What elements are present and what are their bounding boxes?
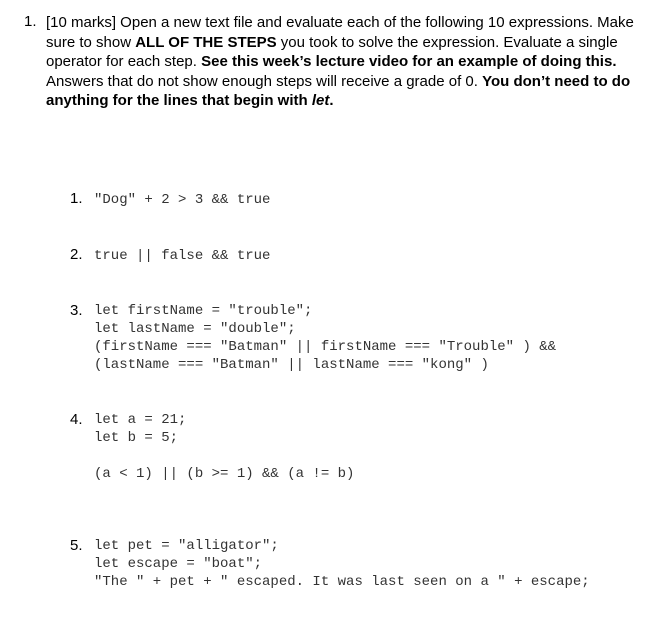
item-4-code-line-3: (a < 1) || (b >= 1) && (a != b) bbox=[94, 466, 355, 482]
instructions-bold-1: ALL OF THE STEPS bbox=[135, 33, 277, 51]
item-1-code-line-1: "Dog" + 2 > 3 && true bbox=[94, 192, 271, 208]
instructions-bold-3-text: You don’t need to do anything for the lines that begin with bbox=[46, 72, 631, 109]
item-3-code-line-4: (lastName === "Batman" || lastName === "kong" ) bbox=[94, 357, 489, 373]
instructions-bold-3-end: . bbox=[329, 92, 334, 109]
instructions-bold-italic: let bbox=[311, 92, 330, 109]
item-4-code-line-1: let a = 21; bbox=[94, 412, 187, 428]
item-3-number: 3. bbox=[70, 302, 83, 319]
item-2-code-line-1: true || false && true bbox=[94, 248, 271, 264]
item-3-code-line-2: let lastName = "double"; bbox=[94, 321, 296, 337]
instructions-text-1: [10 marks] Open a new text file and evaluate each of the following 10 expressions. Make sure to show bbox=[46, 14, 634, 51]
instructions-text-2: you took to solve the expression. Evaluate a single operator for each step. bbox=[46, 33, 618, 70]
item-2-number: 2. bbox=[70, 246, 83, 263]
instructions-text-3: Answers that do not show enough steps will receive a grade of 0. bbox=[46, 72, 483, 90]
item-3-code-line-1: let firstName = "trouble"; bbox=[94, 303, 313, 319]
question-instructions bbox=[46, 13, 636, 111]
item-5-code-line-1: let pet = "alligator"; bbox=[94, 538, 279, 554]
item-1-number: 1. bbox=[70, 190, 83, 207]
instructions-bold-2: See this week’s lecture video for an example of doing this. bbox=[201, 53, 617, 70]
item-4-number: 4. bbox=[70, 411, 83, 428]
item-5-code-line-2: let escape = "boat"; bbox=[94, 556, 263, 572]
item-3-code-line-3: (firstName === "Batman" || firstName === "Trouble" ) && bbox=[94, 339, 557, 355]
question-number: 1. bbox=[24, 13, 37, 30]
item-4-code-line-2: let b = 5; bbox=[94, 430, 179, 446]
item-5-number: 5. bbox=[70, 537, 83, 554]
item-5-code-line-3: "The " + pet + " escaped. It was last seen on a " + escape; bbox=[94, 574, 590, 590]
